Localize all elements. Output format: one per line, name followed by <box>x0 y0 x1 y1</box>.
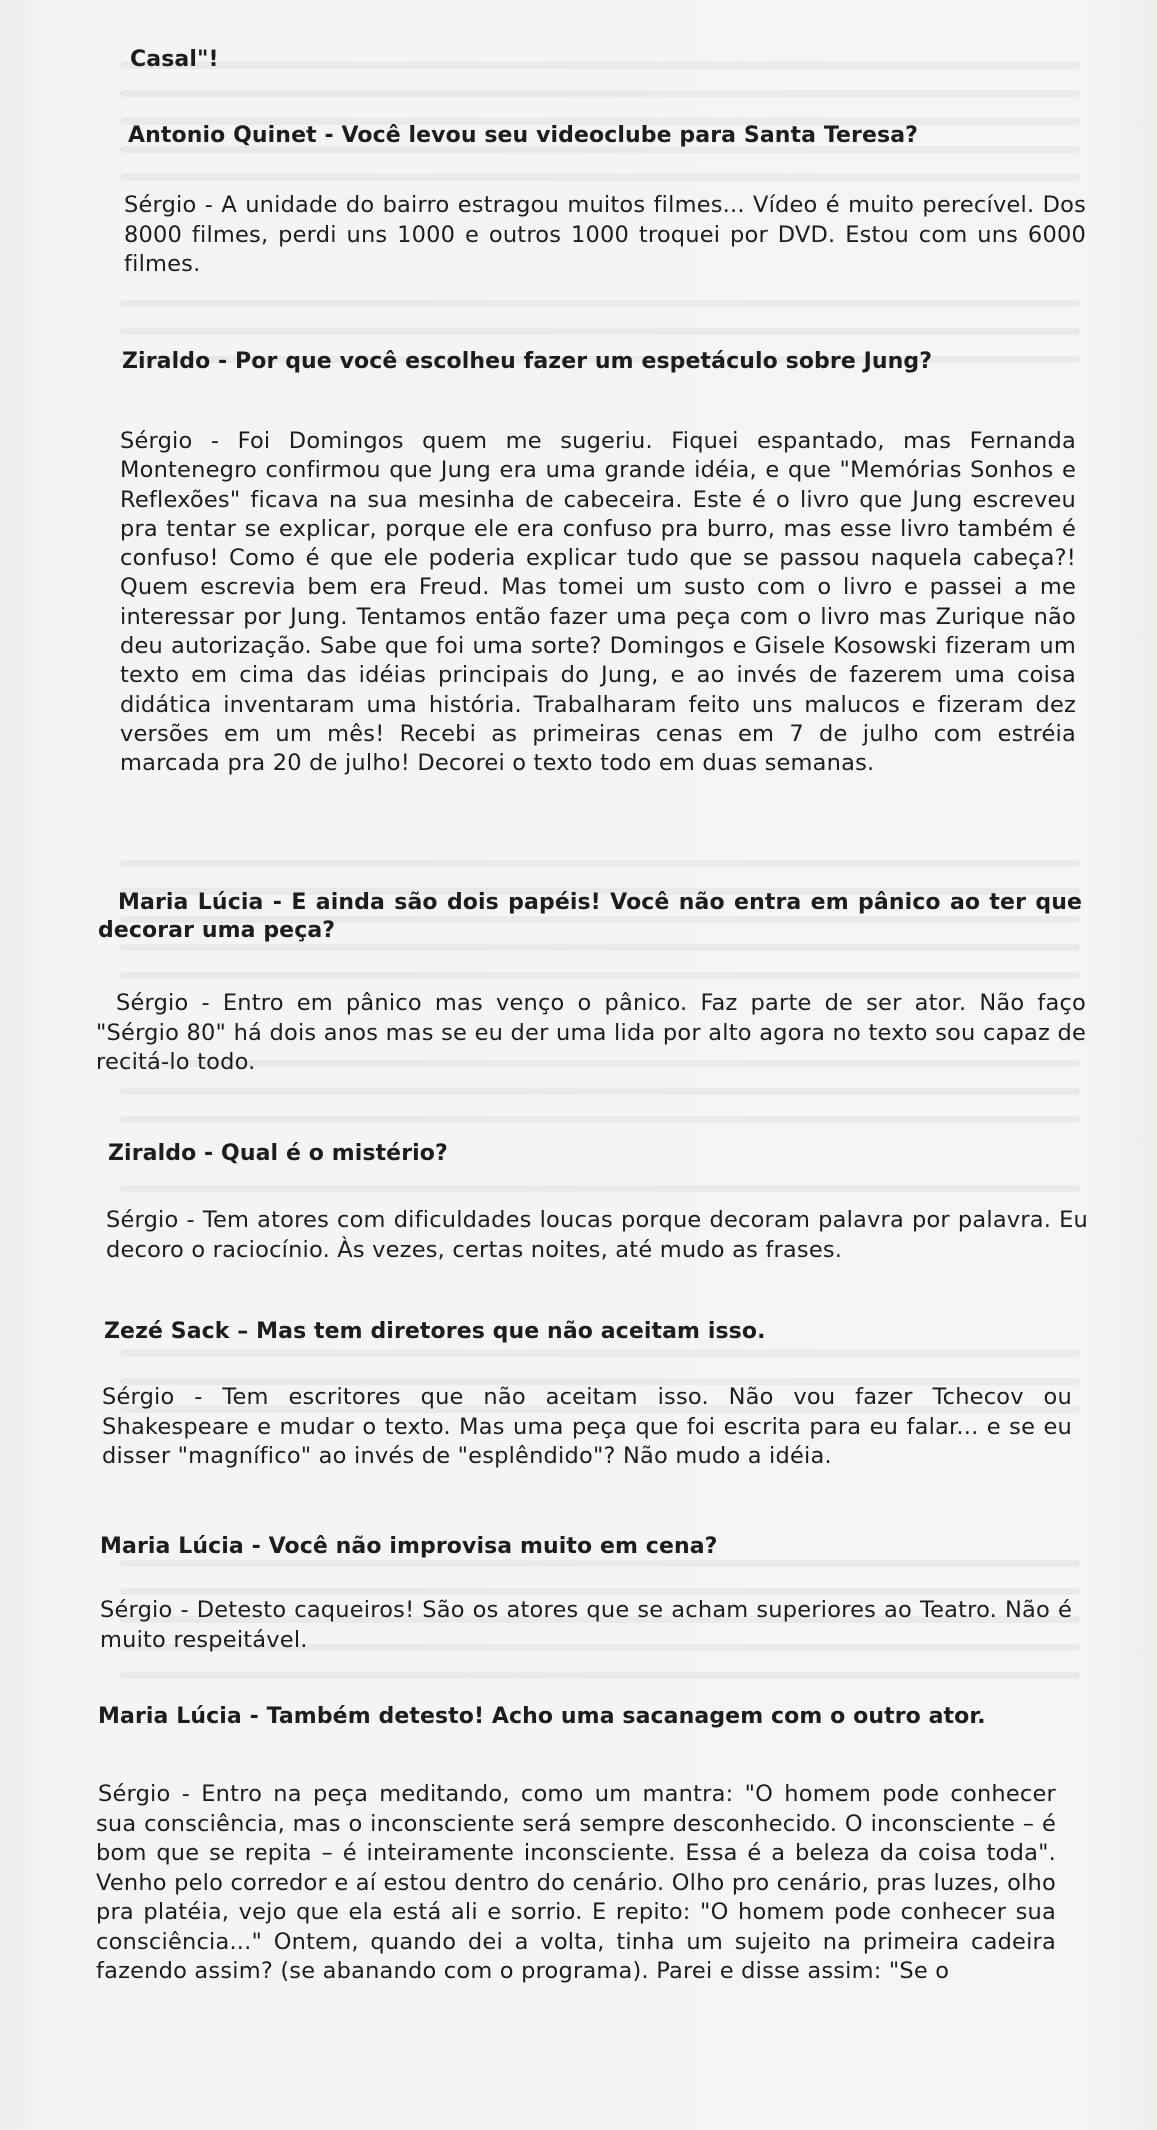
question-maria-detesto: Maria Lúcia - Também detesto! Acho uma sacanagem com o outro ator. <box>98 1704 986 1729</box>
question-antonio-videoclube: Antonio Quinet - Você levou seu videoclube para Santa Teresa? <box>128 123 919 148</box>
question-maria-improvisa: Maria Lúcia - Você não improvisa muito em cena? <box>100 1534 718 1559</box>
answer-sergio-escritores: Sérgio - Tem escritores que não aceitam isso. Não vou fazer Tchecov ou Shakespeare e mudar o texto. Mas uma peça que foi escrita para eu falar... e se eu disser "magnífico" ao invés de "esplêndido"? Não mudo a idéia. <box>102 1384 1072 1469</box>
answer-sergio-raciocinio: Sérgio - Tem atores com dificuldades loucas porque decoram palavra por palavra. Eu decoro o raciocínio. Às vezes, certas noites, até mudo as frases. <box>106 1207 1088 1263</box>
question-ziraldo-misterio: Ziraldo - Qual é o mistério? <box>108 1141 448 1166</box>
answer-sergio-filmes: Sérgio - A unidade do bairro estragou muitos filmes... Vídeo é muito perecível. Dos 8000 filmes, perdi uns 1000 e outros 1000 troquei por DVD. Estou com uns 6000 filmes. <box>124 192 1086 277</box>
answer-sergio-mantra: Sérgio - Entro na peça meditando, como um mantra: "O homem pode conhecer sua consciência, mas o inconsciente será sempre desconhecido. O inconsciente – é bom que se repita – é inteiramente inconsciente. Essa é a beleza da coisa toda". Venho pelo corredor e aí estou dentro do cenário. Olho pro cenário, pras luzes, olho pra platéia, vejo que ela está ali e sorrio. E repito: "O homem pode conhecer sua consciência..." Ontem, quando dei a volta, tinha um sujeito na primeira cadeira fazendo assim? (se abanando com o programa). Parei e disse assim: "Se o <box>96 1781 1056 1984</box>
answer-sergio-caqueiros: Sérgio - Detesto caqueiros! São os atores que se acham superiores ao Teatro. Não é muito respeitável. <box>100 1597 1072 1653</box>
opening-line: Casal"! <box>130 47 219 72</box>
answer-sergio-jung: Sérgio - Foi Domingos quem me sugeriu. Fiquei espantado, mas Fernanda Montenegro confirmou que Jung era uma grande idéia, e que "Memórias Sonhos e Reflexões" ficava na sua mesinha de cabeceira. Este é o livro que Jung escreveu pra tentar se explicar, porque ele era confuso pra burro, mas esse livro também é confuso! Como é que ele poderia explicar tudo que se passou naquela cabeça?! Quem escrevia bem era Freud. Mas tomei um susto com o livro e passei a me interessar por Jung. Tentamos então fazer uma peça com o livro mas Zurique não deu autorização. Sabe que foi uma sorte? Domingos e Gisele Kosowski fizeram um texto em cima das idéias principais do Jung, e ao invés de fazerem uma coisa didática inventaram uma história. Trabalharam feito uns malucos e fizeram dez versões em um mês! Recebi as primeiras cenas em 7 de julho com estréia marcada pra 20 de julho! Decorei o texto todo em duas semanas. <box>120 428 1076 777</box>
question-zeze-diretores: Zezé Sack – Mas tem diretores que não aceitam isso. <box>104 1319 766 1344</box>
question-ziraldo-jung: Ziraldo - Por que você escolheu fazer um espetáculo sobre Jung? <box>122 349 933 374</box>
question-maria-panico: Maria Lúcia - E ainda são dois papéis! Você não entra em pânico ao ter que decorar uma peça? <box>98 890 1082 943</box>
answer-sergio-panico: Sérgio - Entro em pânico mas venço o pânico. Faz parte de ser ator. Não faço "Sérgio 80" há dois anos mas se eu der uma lida por alto agora no texto sou capaz de recitá-lo todo. <box>96 990 1086 1075</box>
